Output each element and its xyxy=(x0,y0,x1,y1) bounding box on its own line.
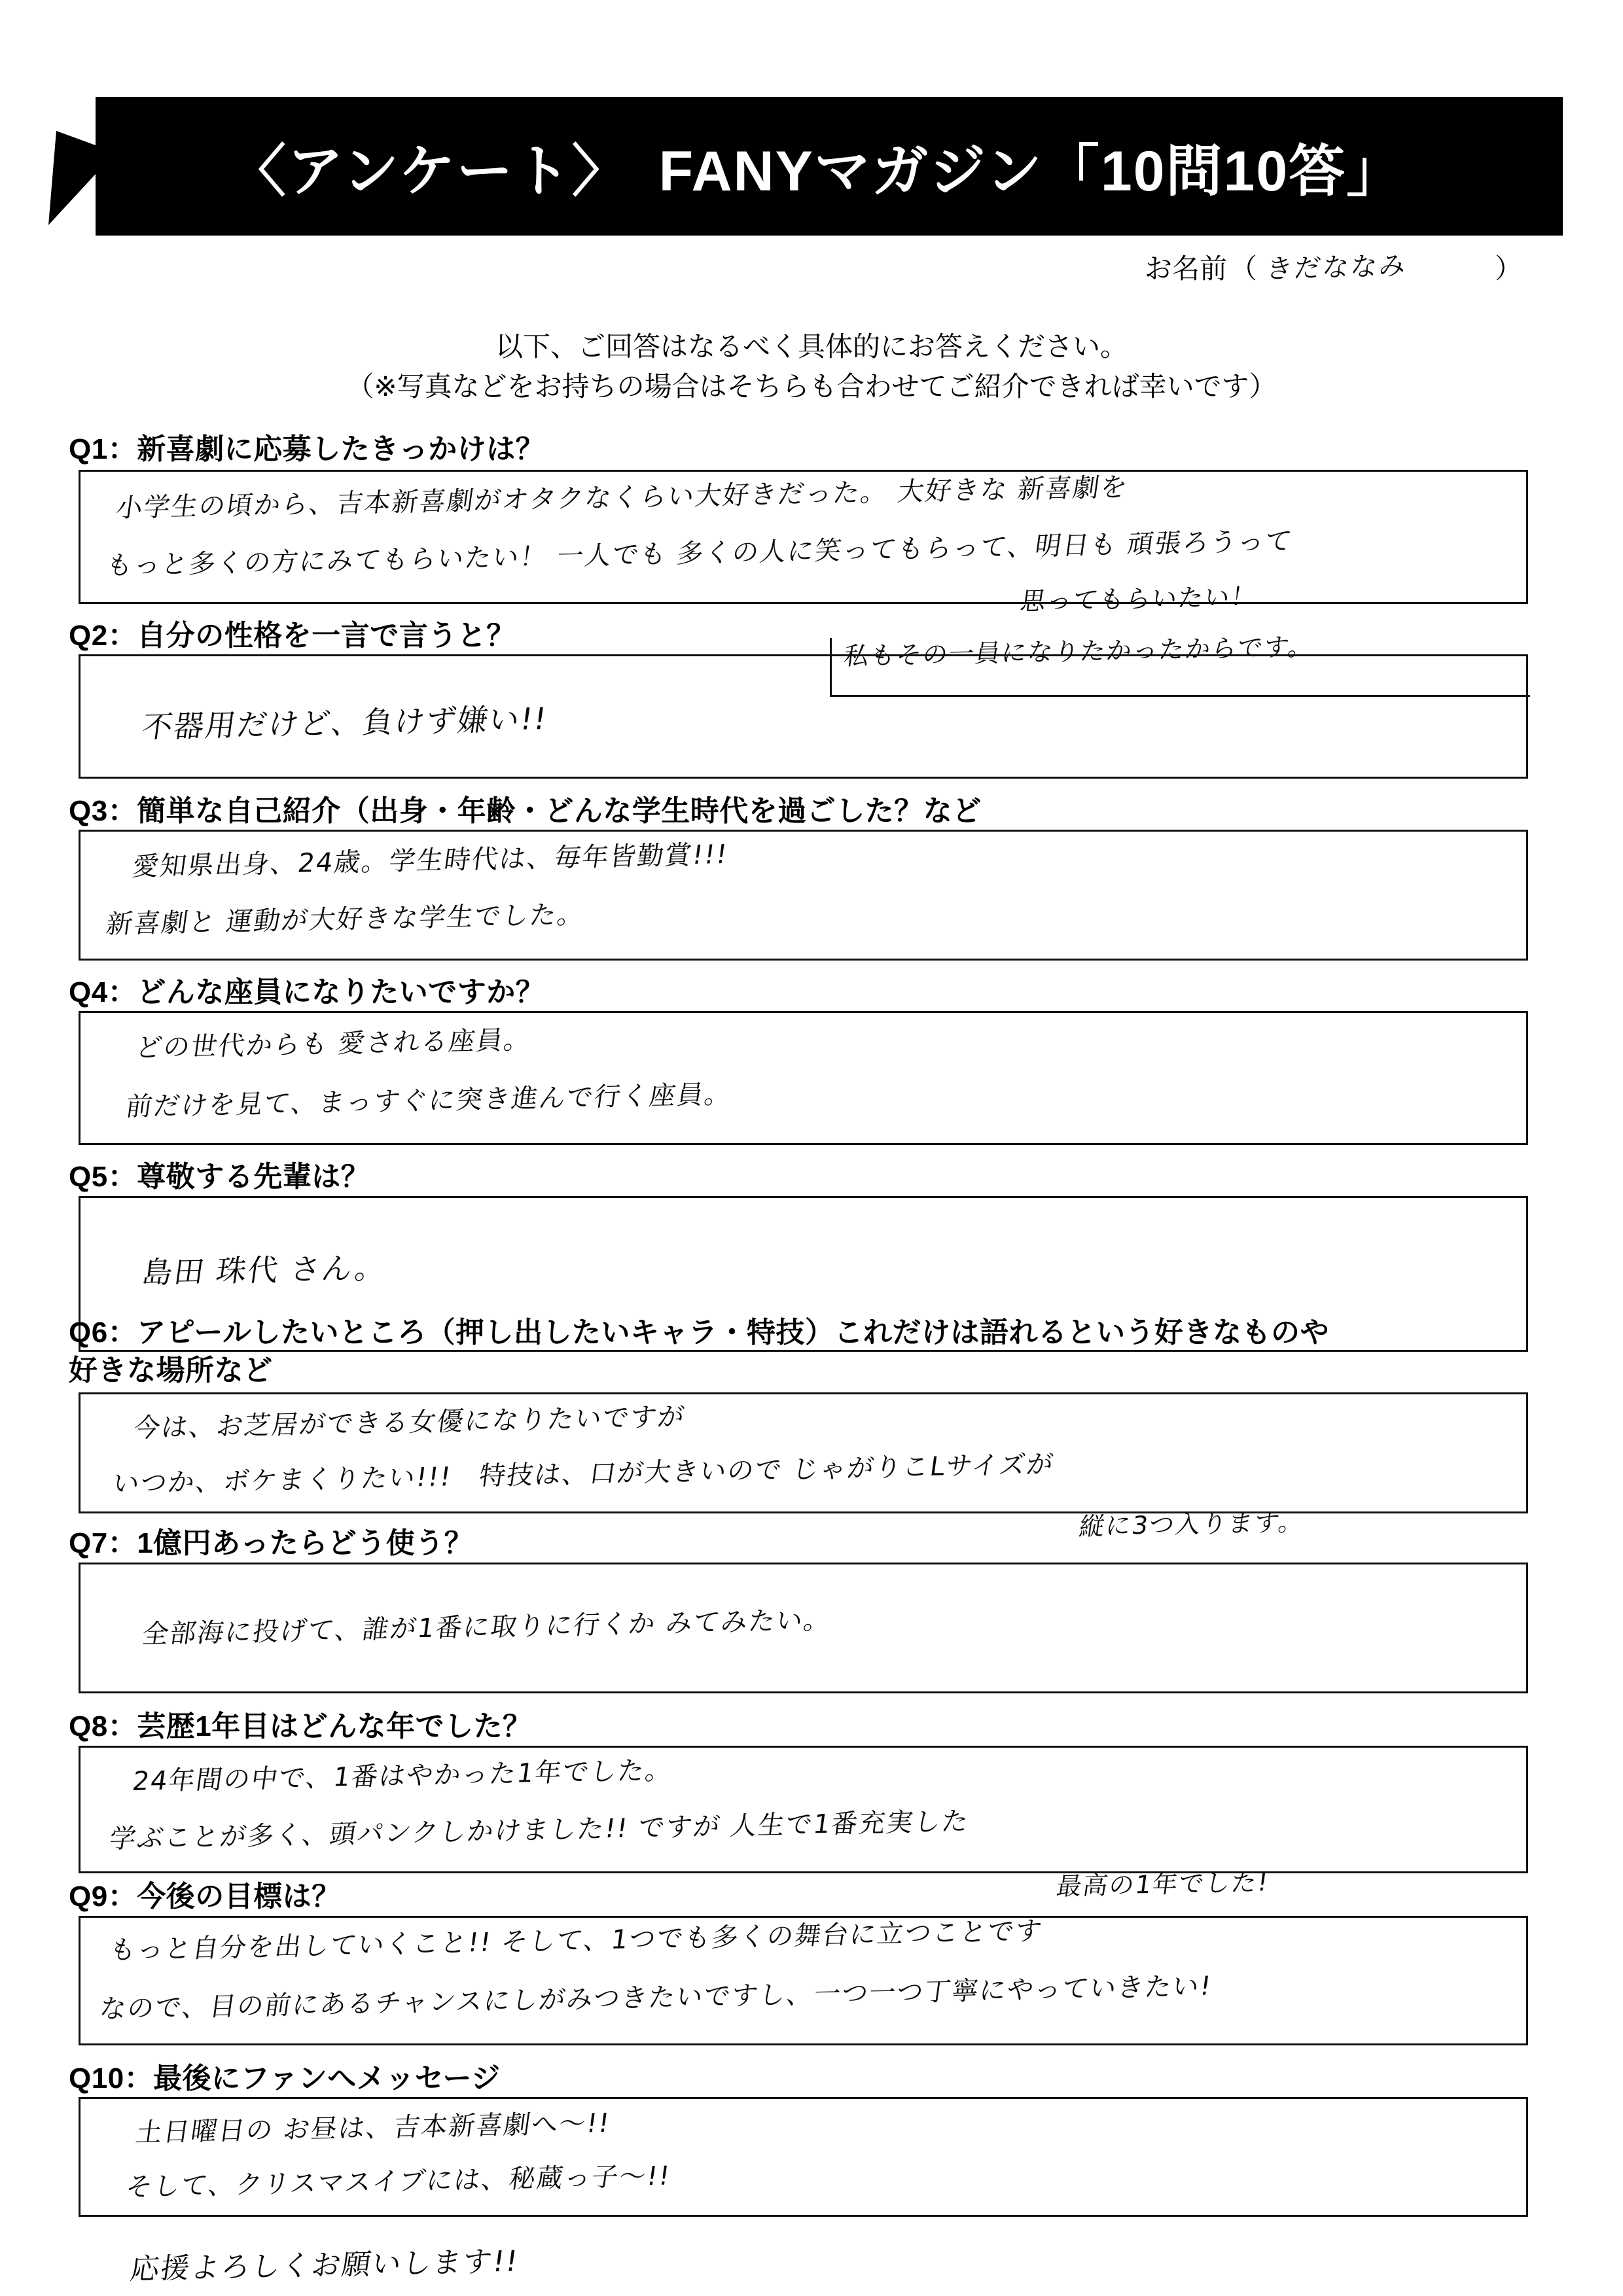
answer-line: 今は、お芝居ができる女優になりたいですが xyxy=(132,1402,688,1443)
answer-line: そして、クリスマスイブには、秘蔵っ子〜!! xyxy=(124,2161,673,2202)
answer-box-q7[interactable] xyxy=(79,1563,1528,1693)
question-label-q3: Q3：簡単な自己紹介（出身・年齢・どんな学生時代を過ごした？など xyxy=(69,795,982,827)
answer-line: 学ぶことが多く、頭パンクしかけました!! ですが 人生で1番充実した xyxy=(107,1806,972,1854)
question-label-q6-line2: 好きな場所など xyxy=(69,1354,273,1387)
name-close-paren: ） xyxy=(1494,253,1522,284)
page-title: 〈アンケート〉 FANYマガジン「10問10答」 xyxy=(229,140,1404,203)
name-handwritten-value: きだななみ xyxy=(1264,251,1410,285)
answer-line: 土日曜日の お昼は、吉本新喜劇へ〜!! xyxy=(134,2108,613,2148)
answer-box-q8[interactable] xyxy=(79,1746,1528,1873)
overflow-note-q1-line3: 思ってもらいたい！ xyxy=(1018,582,1259,616)
question-label-q9: Q9：今後の目標は？ xyxy=(69,1881,341,1913)
question-label-q6-line1: Q6：アピールしたいところ（押し出したいキャラ・特技）これだけは語れるという好きなものや xyxy=(69,1316,1330,1349)
name-open-paren: （ xyxy=(1229,253,1257,284)
answer-line: もっと多くの方にみてもらいたい！ 一人でも 多くの人に笑ってもらって、明日も 頑張ろうって xyxy=(104,526,1295,581)
answer-box-q6[interactable] xyxy=(79,1392,1528,1513)
answer-line: なので、目の前にあるチャンスにしがみつきたいですし、一つ一つ丁寧にやっていきたい! xyxy=(98,1971,1214,2024)
answer-line: いつか、ボケまくりたい!!! 特技は、口が大きいので じゃがりこLサイズが xyxy=(111,1449,1057,1499)
instruction-line-2: （※写真などをお持ちの場合はそちらも合わせてご紹介できれば幸いです） xyxy=(346,370,1277,402)
answer-line: 新喜劇と 運動が大好きな学生でした。 xyxy=(104,899,587,940)
answer-box-q10[interactable] xyxy=(79,2097,1528,2217)
question-label-q8: Q8：芸歴1年目はどんな年でした？ xyxy=(69,1710,532,1742)
question-label-q5: Q5：尊敬する先輩は？ xyxy=(69,1161,370,1193)
closing-message: 応援よろしくお願いします!! xyxy=(128,2244,521,2286)
instructions xyxy=(0,327,1623,407)
answer-box-q1[interactable] xyxy=(79,470,1528,604)
answer-line: もっと自分を出していくこと!! そして、1つでも多くの舞台に立つことです xyxy=(107,1916,1045,1966)
answer-line: 小学生の頃から、吉本新喜劇がオタクなくらい大好きだった。 大好きな 新喜劇を xyxy=(114,472,1130,523)
question-label-q7: Q7：1億円あったらどう使う？ xyxy=(69,1527,474,1559)
answer-line: 前だけを見て、まっすぐに突き進んで行く座員。 xyxy=(124,1079,734,1122)
instruction-line-1: 以下、ご回答はなるべく具体的にお答えください。 xyxy=(495,331,1128,362)
question-label-q1: Q1：新喜劇に応募したきっかけは？ xyxy=(69,433,545,465)
answer-line: 全部海に投げて、誰が1番に取りに行くか みてみたい。 xyxy=(140,1605,834,1650)
answer-box-q4[interactable] xyxy=(79,1011,1528,1145)
overflow-note-q1-line4: 私もその一員になりたかったからです。 xyxy=(842,631,1317,671)
question-label-q6 xyxy=(69,1314,1329,1390)
overflow-note-q6-tail: 縦に3つ入ります。 xyxy=(1077,1507,1307,1541)
answer-line: 不器用だけど、負けず嫌い!! xyxy=(139,701,550,745)
name-label: お名前 xyxy=(1144,253,1227,284)
question-label-q2: Q2：自分の性格を一言で言うと？ xyxy=(69,620,516,652)
question-label-q10: Q10：最後にファンへメッセージ xyxy=(69,2062,501,2094)
bracket-vertical-stroke xyxy=(830,638,832,697)
answer-line: 24年間の中で、1番はやかった1年でした。 xyxy=(130,1755,675,1797)
bracket-horizontal-stroke xyxy=(830,695,1530,697)
answer-line: どの世代からも 愛される座員。 xyxy=(134,1025,534,1063)
answer-box-q9[interactable] xyxy=(79,1916,1528,2045)
question-label-q4: Q4：どんな座員になりたいですか？ xyxy=(69,976,545,1008)
answer-line: 島田 珠代 さん。 xyxy=(139,1250,389,1290)
answer-line: 愛知県出身、24歳。学生時代は、毎年皆勤賞!!! xyxy=(130,839,730,882)
answer-box-q3[interactable] xyxy=(79,830,1528,961)
overflow-note-q8-tail: 最高の1年でした! xyxy=(1054,1867,1271,1901)
name-field xyxy=(1145,247,1525,287)
